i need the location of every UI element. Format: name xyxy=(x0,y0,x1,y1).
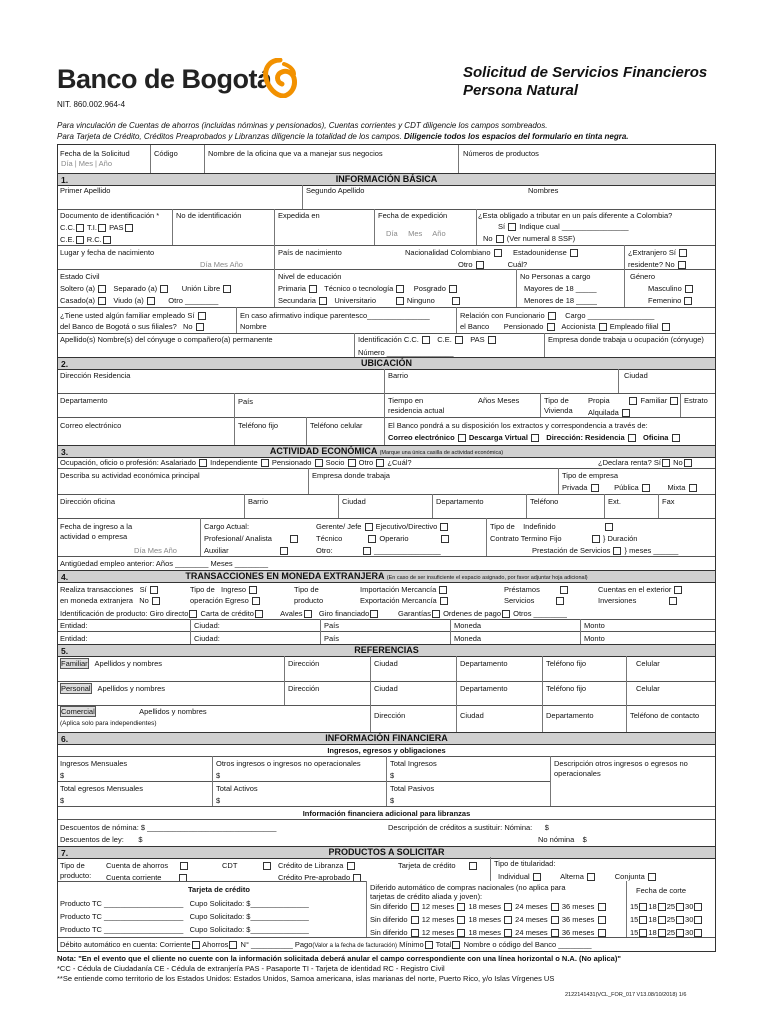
genero-femenino[interactable]: Femenino xyxy=(648,296,693,305)
label-lugar-nacimiento: Lugar y fecha de nacimiento xyxy=(60,248,155,257)
label-ref-direccion-2: Dirección xyxy=(288,684,320,693)
label-fax: Fax xyxy=(662,497,675,506)
label-ref-celular-1: Celular xyxy=(636,659,660,668)
label-residencia-actual: residencia actual xyxy=(388,406,445,415)
label-ref-celular-2: Celular xyxy=(636,684,660,693)
label-nac-dia-mes-anio: Día Mes Año xyxy=(200,260,243,269)
label-ref-direccion-1: Dirección xyxy=(288,659,320,668)
label-nombre-familiar: Nombre xyxy=(240,322,267,331)
label-ingresos-mensuales: Ingresos Mensuales xyxy=(60,759,128,768)
familiar-empleado[interactable]: ¿Tiene usted algún familiar empleado Sí xyxy=(60,311,207,320)
section-4-header: 4. TRANSACCIONES EN MONEDA EXTRANJERA (En caso de ser insuficiente el espacio asignado, por favor adjuntar hoja adicional) xyxy=(58,570,715,583)
label-no-identificacion: No de identificación xyxy=(176,211,242,220)
label-entidad-1: Entidad: xyxy=(60,621,88,630)
label-operacionales: operacionales xyxy=(554,769,601,778)
producto-cdt[interactable]: CDT xyxy=(222,861,272,870)
label-telefono-celular: Teléfono celular xyxy=(310,421,363,430)
label-ref-departamento-3: Departamento xyxy=(546,711,594,720)
fecha-corte-row-1[interactable]: 15 18 25 30 xyxy=(630,902,703,911)
educacion-row1[interactable]: Primaria Técnico o tecnología Posgrado xyxy=(278,284,458,293)
label-ref-departamento-1: Departamento xyxy=(460,659,508,668)
label-libranzas: Información financiera adicional para libranzas xyxy=(302,809,471,818)
genero-masculino[interactable]: Masculino xyxy=(648,284,694,293)
label-genero: Género xyxy=(630,272,656,281)
label-moneda-2: Moneda xyxy=(454,634,482,643)
bank-logo-text: Banco de Bogotá xyxy=(57,64,272,94)
producto-tarjeta[interactable]: Tarjeta de crédito xyxy=(398,861,478,870)
fecha-corte-row-2[interactable]: 15 18 25 30 xyxy=(630,915,703,924)
label-ciudad-ext-1: Ciudad: xyxy=(194,621,220,630)
label-titularidad: Tipo de titularidad: xyxy=(494,859,556,868)
label-otros-ingresos: Otros ingresos o ingresos no operacionales xyxy=(216,759,361,768)
label-correo-electronico: Correo electrónico xyxy=(60,421,122,430)
diferido-row-3[interactable]: Sin diferido 12 meses 18 meses 24 meses 36 meses xyxy=(370,928,607,937)
doc-type-options-2[interactable]: C.E. R.C. xyxy=(60,235,112,244)
value-egresos-dolar: $ xyxy=(60,796,65,805)
label-monto-2: Monto xyxy=(584,634,605,643)
producto-corriente[interactable]: Cuenta corriente xyxy=(106,873,188,882)
value-pasivos-dolar: $ xyxy=(390,796,395,805)
label-total-ingresos: Total Ingresos xyxy=(390,759,437,768)
label-pais-ext-2: País xyxy=(324,634,340,643)
label-empresa-trabaja: Empresa donde trabaja xyxy=(312,471,390,480)
form-title-line2: Persona Natural xyxy=(463,82,579,99)
creditos-sustituir-no-nomina: No nómina $ xyxy=(538,835,587,844)
section-5-header: 5. REFERENCIAS xyxy=(58,644,715,657)
label-ref-telcontacto: Teléfono de contacto xyxy=(630,711,700,720)
label-estrato: Estrato xyxy=(684,396,708,405)
realiza-transacciones[interactable]: Realiza transacciones Sí xyxy=(60,585,159,594)
prestamos[interactable]: Préstamos xyxy=(504,585,569,594)
label-ref-departamento-2: Departamento xyxy=(460,684,508,693)
note-main: Nota: "En el evento que el cliente no cuente con la información solicitada deberá anular el campo correspondiente con una línea horizontal o N.A. (No aplica)" xyxy=(57,954,621,963)
label-ciudad-ext-2: Ciudad: xyxy=(194,634,220,643)
label-egresos-mensuales: Total egresos Mensuales xyxy=(60,784,143,793)
label-fecha-solicitud: Fecha de la Solicitud xyxy=(60,149,130,158)
tipo-contrato-row3[interactable]: Prestación de Servicios } meses ______ xyxy=(532,546,679,555)
debito-automatico[interactable]: Débito automático en cuenta: Corriente Ahorros N° __________ Pago(Valor a la fecha de facturación) Mínimo Total Nombre o código del Banco ________ xyxy=(60,940,592,949)
tributar-no[interactable]: No (Ver numeral 8 SSF) xyxy=(483,234,576,243)
value-otros-dolar: $ xyxy=(216,771,221,780)
importacion[interactable]: Importación Mercancía xyxy=(360,585,448,594)
label-estado-civil: Estado Civil xyxy=(60,272,100,281)
label-documento-identificacion: Documento de identificación * xyxy=(60,211,160,220)
label-vivienda: Vivienda xyxy=(544,406,573,415)
label-exp-dia-mes-anio: Día Mes Año xyxy=(386,229,446,238)
label-extractos: El Banco pondrá a su disposición los extractos y correspondencia a través de: xyxy=(388,421,648,430)
note-us-territory: **Se entiende como territorio de los Estados Unidos: Estados Unidos, Samoa americana, islas marianas del norte, Puerto Rico, y/o Islas Vírgenes US xyxy=(57,974,555,983)
label-fecha-expedicion: Fecha de expedición xyxy=(378,211,448,220)
identif-conyuge[interactable]: Identificación C.C. C.E. PAS xyxy=(358,335,497,344)
label-cargo-actual: Cargo Actual: xyxy=(204,522,250,531)
label-ref-telfijo-1: Teléfono fijo xyxy=(546,659,587,668)
label-diferido: Diferido automático de compras nacionales (no aplica para xyxy=(370,883,566,892)
section-6-header: 6. INFORMACIÓN FINANCIERA xyxy=(58,732,715,745)
tipo-operacion-egreso[interactable]: operación Egreso xyxy=(190,596,261,605)
cargo-otro[interactable]: Otro: ________________ xyxy=(316,546,441,555)
label-descuentos-nomina: Descuentos de nómina: $ _______________________________ xyxy=(60,823,277,832)
form-title-line1: Solicitud de Servicios Financieros xyxy=(463,64,708,81)
label-direccion-oficina: Dirección oficina xyxy=(60,497,116,506)
form-body xyxy=(57,144,716,952)
ocupacion-row[interactable]: Ocupación, oficio o profesión: Asalariado Independiente Pensionado Socio Otro ¿Cuál? xyxy=(60,458,412,467)
cargo-auxiliar[interactable]: Auxiliar xyxy=(204,546,289,555)
label-numero-conyuge: Número ________________ xyxy=(358,348,454,357)
diferido-row-1[interactable]: Sin diferido 12 meses 18 meses 24 meses 36 meses xyxy=(370,902,607,911)
label-producto: producto: xyxy=(60,871,92,880)
familiar-filiales[interactable]: del Banco de Bogotá o sus filiales? No xyxy=(60,322,205,331)
doc-type-options-1[interactable]: C.C. T.I. PAS xyxy=(60,223,134,232)
estado-civil-row2[interactable]: Casado(a) Viudo (a) Otro ________ xyxy=(60,296,219,305)
label-departamento: Departamento xyxy=(60,396,108,405)
label-total-pasivos: Total Pasivos xyxy=(390,784,435,793)
estado-civil-row1[interactable]: Soltero (a) Separado (a) Unión Libre xyxy=(60,284,232,293)
label-ref-telfijo-2: Teléfono fijo xyxy=(546,684,587,693)
label-actividad-principal: Describa su actividad económica principal xyxy=(60,471,200,480)
label-actividad-empresa: actividad o empresa xyxy=(60,532,128,541)
cargo-profesional[interactable]: Profesional/ Analista xyxy=(204,534,299,543)
label-barrio: Barrio xyxy=(388,371,409,380)
tipo-contrato-row1[interactable]: Tipo de Indefinido xyxy=(490,522,614,531)
label-empresa-conyuge: Empresa donde trabaja u ocupación (cónyuge) xyxy=(548,335,704,344)
relacion-banco-row1[interactable]: Relación con Funcionario Cargo ________________ xyxy=(460,311,655,320)
label-ext: Ext. xyxy=(608,497,621,506)
nit-number: NIT. 860.002.964-4 xyxy=(57,100,126,109)
cargo-tecnico[interactable]: Técnico Operario xyxy=(316,534,450,543)
producto-libranza[interactable]: Crédito de Libranza xyxy=(278,861,356,870)
label-ingreso-dia-mes-anio: Día Mes Año xyxy=(134,546,177,555)
educacion-row2[interactable]: Secundaria Universitario Ninguno xyxy=(278,296,461,305)
label-menores-18: Menores de 18 _____ xyxy=(524,296,597,305)
intro-line2: Para Tarjeta de Crédito, Créditos Preaprobados y Libranzas diligencie la totalidad de los campos. Diligencie todos los espacios del formulario en tinta negra. xyxy=(57,132,629,141)
label-direccion-residencia: Dirección Residencia xyxy=(60,371,131,380)
tipo-empresa-options[interactable]: Privada Pública Mixta xyxy=(562,483,698,492)
extranjero-residente[interactable]: ¿Extranjero Sí xyxy=(628,248,688,257)
vivienda-propia[interactable]: Propia Familiar xyxy=(588,396,679,405)
label-pais: País xyxy=(238,397,254,406)
label-nivel-educacion: Nivel de educación xyxy=(278,272,342,281)
extractos-options[interactable]: Correo electrónico Descarga Virtual Dirección: Residencia Oficina xyxy=(388,433,681,442)
value-ingresos-dolar: $ xyxy=(60,771,65,780)
label-oficina: Nombre de la oficina que va a manejar sus negocios xyxy=(208,149,383,158)
tributar-si[interactable]: Sí Indique cual ________________ xyxy=(498,222,629,231)
fecha-corte-row-3[interactable]: 15 18 25 30 xyxy=(630,928,703,937)
ref-comercial: Comercial Apellidos y nombres xyxy=(61,707,207,716)
label-barrio-oficina: Barrio xyxy=(248,497,269,506)
label-ingresos-egresos: Ingresos, egresos y obligaciones xyxy=(327,746,446,755)
label-tipo-producto: Tipo de xyxy=(60,861,85,870)
label-aplica-independientes: (Aplica solo para independientes) xyxy=(60,720,157,727)
label-codigo: Código xyxy=(154,149,178,158)
note-document-types: *CC - Cédula de Ciudadanía CE - Cédula de extranjería PAS - Pasaporte TI - Tarjeta de identidad RC - Registro Civil xyxy=(57,964,445,973)
label-anios-meses: Años Meses xyxy=(478,396,520,405)
value-total-ingresos-dolar: $ xyxy=(390,771,395,780)
label-fecha-ingreso: Fecha de ingreso a la xyxy=(60,522,133,531)
diferido-row-2[interactable]: Sin diferido 12 meses 18 meses 24 meses 36 meses xyxy=(370,915,607,924)
label-nombres: Nombres xyxy=(528,186,559,195)
label-parentesco: En caso afirmativo indique parentesco_______________ xyxy=(240,311,430,320)
servicios[interactable]: Servicios xyxy=(504,596,565,605)
label-pais-ext-1: País xyxy=(324,621,340,630)
label-segundo-apellido: Segundo Apellido xyxy=(306,186,365,195)
label-producto-ext: producto xyxy=(294,596,324,605)
label-entidad-2: Entidad: xyxy=(60,634,88,643)
producto-tc-1[interactable]: Producto TC ___________________ Cupo Solicitado: $______________ xyxy=(60,899,309,908)
nacionalidad-otro[interactable]: Otro Cuál? xyxy=(458,260,528,269)
label-ciudad: Ciudad xyxy=(624,371,648,380)
label-personas-cargo: No Personas a cargo xyxy=(520,272,591,281)
label-antiguedad: Antigüedad empleo anterior: Años ________ Meses ________ xyxy=(60,559,269,568)
label-monto-1: Monto xyxy=(584,621,605,630)
label-fecha-corte: Fecha de corte xyxy=(636,886,687,895)
label-ref-ciudad-2: Ciudad xyxy=(374,684,398,693)
label-ref-ciudad-1: Ciudad xyxy=(374,659,398,668)
ref-familiar: Familiar Apellidos y nombres xyxy=(61,659,163,668)
inversiones[interactable]: Inversiones xyxy=(598,596,678,605)
moneda-extranjera[interactable]: en moneda extranjera No xyxy=(60,596,161,605)
section-1-header: 1. INFORMACIÓN BÁSICA xyxy=(58,173,715,186)
label-expedida-en: Expedida en xyxy=(278,211,320,220)
exportacion[interactable]: Exportación Mercancía xyxy=(360,596,449,605)
label-ref-ciudad-3: Ciudad xyxy=(460,711,484,720)
bank-logo-icon xyxy=(262,58,298,98)
vivienda-alquilada[interactable]: Alquilada xyxy=(588,408,631,417)
form-code: 2122141431(VCL_FOR_017 V13.08/10/2018) 1/6 xyxy=(565,992,687,998)
label-tipo-producto-ext: Tipo de xyxy=(294,585,319,594)
label-primer-apellido: Primer Apellido xyxy=(60,186,111,195)
extranjero-no[interactable]: residente? No xyxy=(628,260,687,269)
tipo-contrato-row2[interactable]: Contrato Termino Fijo } Duración xyxy=(490,534,638,543)
section-3-header: 3. ACTIVIDAD ECONÓMICA (Marque una única casilla de actividad económica) xyxy=(58,445,715,458)
nacionalidad-options[interactable]: Nacionalidad Colombiano Estadounidense xyxy=(405,248,579,257)
producto-tc-2[interactable]: Producto TC ___________________ Cupo Solicitado: $______________ xyxy=(60,912,309,921)
label-conyuge: Apellido(s) Nombre(s) del cónyuge o compañero(a) permanente xyxy=(60,335,273,344)
label-moneda-1: Moneda xyxy=(454,621,482,630)
label-mayores-18: Mayores de 18 _____ xyxy=(524,284,597,293)
label-diferido-2: tarjetas de crédito aliada y joven): xyxy=(370,892,483,901)
ref-personal: Personal Apellidos y nombres xyxy=(61,684,165,693)
cuentas-exterior[interactable]: Cuentas en el exterior xyxy=(598,585,683,594)
value-activos-dolar: $ xyxy=(216,796,221,805)
producto-preaprobado[interactable]: Crédito Pre-aprobado xyxy=(278,873,362,882)
section-2-header: 2. UBICACIÓN xyxy=(58,357,715,370)
label-total-activos: Total Activos xyxy=(216,784,258,793)
label-dia-mes-anio: Día | Mes | Año xyxy=(61,159,113,168)
label-productos: Números de productos xyxy=(463,149,539,158)
label-telefono-fijo: Teléfono fijo xyxy=(238,421,279,430)
tipo-operacion[interactable]: Tipo de Ingreso xyxy=(190,585,258,594)
section-7-header: 7. PRODUCTOS A SOLICITAR xyxy=(58,846,715,859)
declara-renta[interactable]: ¿Declara renta? Sí No xyxy=(598,458,693,467)
creditos-sustituir-nomina: Descripción de créditos a sustituir: Nómina: $ xyxy=(388,823,549,832)
intro-line1: Para vinculación de Cuentas de ahorros (incluidas nóminas y pensionados), Cuentas corrientes y CDT diligencie los campos sombreados. xyxy=(57,121,548,130)
identificacion-producto[interactable]: Identificación de producto: Giro directo Carta de crédito Avales Giro financiado Garantías Ordenes de pago Otros ________ xyxy=(60,609,567,618)
relacion-banco-row2[interactable]: el Banco Pensionado Accionista Empleado filial xyxy=(460,322,671,331)
label-tipo-empresa: Tipo de empresa xyxy=(562,471,619,480)
label-descripcion-otros: Descripción otros ingresos o egresos no xyxy=(554,759,688,768)
producto-ahorros[interactable]: Cuenta de ahorros xyxy=(106,861,189,870)
label-ciudad-oficina: Ciudad xyxy=(342,497,366,506)
label-pais-nacimiento: País de nacimiento xyxy=(278,248,342,257)
producto-tc-3[interactable]: Producto TC ___________________ Cupo Solicitado: $______________ xyxy=(60,925,309,934)
label-telefono-oficina: Teléfono xyxy=(530,497,559,506)
cargo-gerente[interactable]: Gerente/ Jefe Ejecutivo/Directivo xyxy=(316,522,449,531)
label-ref-direccion-3: Dirección xyxy=(374,711,406,720)
label-tipo-vivienda: Tipo de xyxy=(544,396,569,405)
label-tributar: ¿Esta obligado a tributar en un país diferente a Colombia? xyxy=(478,211,673,220)
label-descuentos-ley: Descuentos de ley: $ xyxy=(60,835,143,844)
titularidad-options[interactable]: Individual Alterna Conjunta xyxy=(498,872,657,881)
label-tarjeta-credito: Tarjeta de crédito xyxy=(188,885,250,894)
label-departamento-oficina: Departamento xyxy=(436,497,484,506)
label-tiempo-residencia: Tiempo en xyxy=(388,396,424,405)
